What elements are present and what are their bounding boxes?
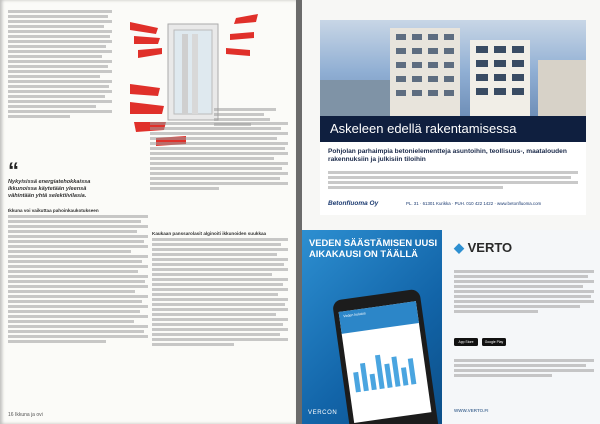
phone-screen [339, 301, 432, 423]
pull-quote-text: Nykyisissä energiatehokkaissa ikkunoissa käytetään yleensä vähintään yhtä selektiivilasia. [8, 179, 91, 199]
phone-screen-label: Veden kulutus [342, 311, 366, 319]
pull-quote [8, 158, 108, 200]
ad-contact-info[interactable]: PL. 31 · 61301 Kurikka · PUH. 010 422 1422 · www.betonfluoma.com [406, 201, 542, 206]
article-column-2-bottom [152, 228, 288, 348]
betonfluoma-logo: Betonfluoma Oy [328, 200, 379, 207]
left-magazine-page [0, 0, 296, 424]
drop-icon: ◆ [454, 240, 464, 255]
concrete-advertisement[interactable] [320, 20, 586, 215]
verto-ad-text-panel [442, 230, 600, 424]
smartphone-image [332, 289, 440, 424]
ad-subheadline: Pohjolan parhaimpia betonielementteja asuntoihin, teollisuus-, maatalouden rakennuksiin ja julkisiin tiloihin [328, 148, 567, 164]
app-store-badge[interactable]: App Store [454, 338, 478, 346]
apartment-buildings-image [320, 20, 586, 116]
article-column-1-bottom [8, 205, 148, 345]
verto-logo: ◆ VERTO [454, 240, 513, 255]
verto-headline: VEDEN SÄÄSTÄMISEN UUSI AIKAKAUSI ON TÄÄLLÄ [309, 237, 438, 259]
verto-small-print [454, 357, 594, 379]
verto-ad-blue-panel [302, 230, 442, 424]
article-column-1-top [8, 8, 112, 120]
verto-url-link[interactable]: WWW.VERTO.FI [454, 408, 489, 413]
right-magazine-page [302, 0, 600, 424]
quote-mark-icon: “ [8, 158, 19, 183]
building-photo [320, 20, 586, 116]
verto-advertisement[interactable] [302, 230, 600, 424]
section-heading-2: Kaukaan panssarolasit alginoiti ikkunoiden suukkaa [152, 231, 267, 236]
ad-body-text [328, 169, 578, 191]
vercon-logo: VERCON [308, 410, 338, 416]
verto-body-text [454, 268, 594, 315]
article-column-2-top [150, 120, 288, 192]
ad-headline-band: Askeleen edellä rakentamisessa [320, 116, 586, 142]
ad-footer [328, 200, 578, 212]
page-footer: 16 Ikkuna ja ovi [8, 412, 43, 418]
google-play-badge[interactable]: Google Play [482, 338, 506, 346]
section-heading-1: Ikkuna voi vaikuttaa pahoinkaukotukseen [8, 208, 99, 213]
